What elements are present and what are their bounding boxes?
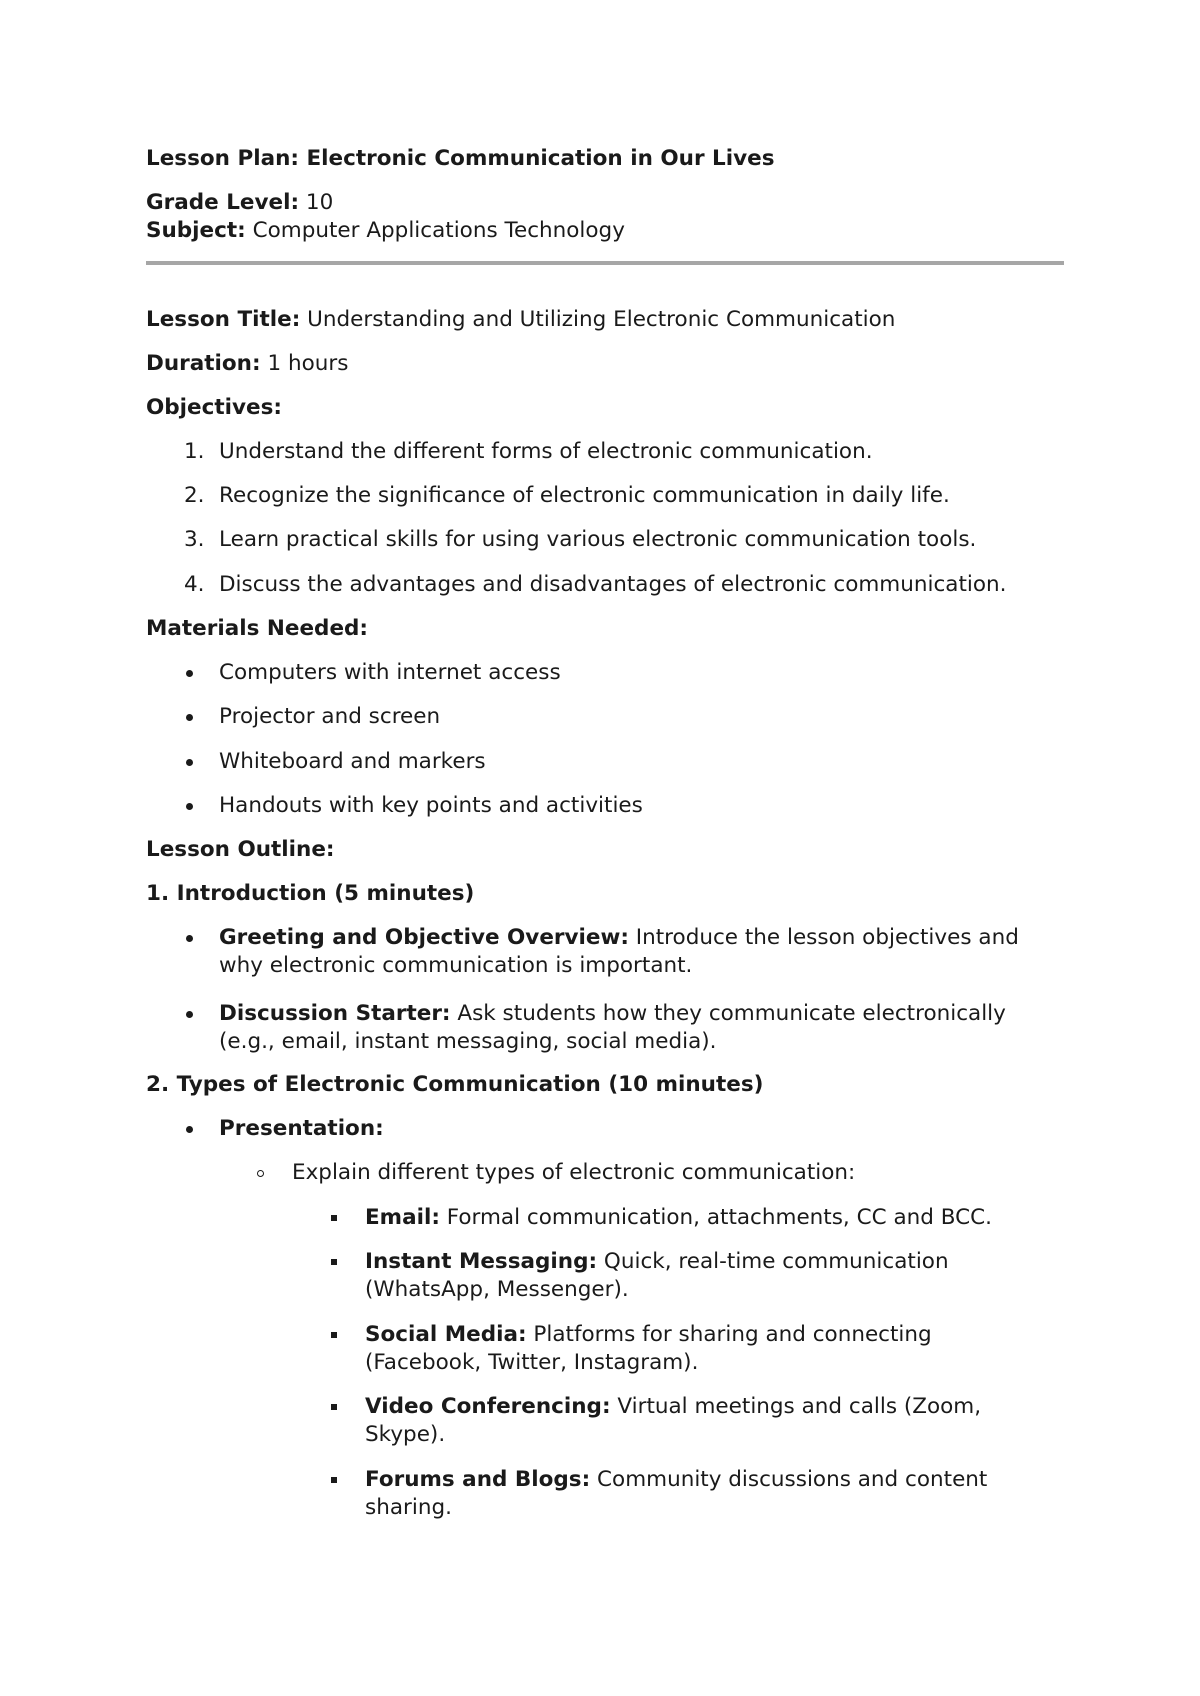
objective-number: 4. bbox=[184, 572, 205, 597]
intro-item-line bbox=[219, 924, 1019, 952]
bullet-icon bbox=[186, 1126, 193, 1133]
grade-level-value: 10 bbox=[305, 190, 334, 215]
duration-label: Duration: bbox=[146, 351, 261, 376]
bullet-icon bbox=[186, 714, 193, 721]
square-bullet-icon bbox=[331, 1259, 337, 1265]
type-item-line bbox=[365, 1321, 932, 1349]
type-item-text: Formal communication, attachments, CC and BCC. bbox=[439, 1205, 992, 1230]
square-bullet-icon bbox=[331, 1477, 337, 1483]
objective-item: Discuss the advantages and disadvantages of electronic communication. bbox=[219, 572, 1007, 597]
grade-level-label: Grade Level: bbox=[146, 190, 300, 215]
circle-bullet-icon bbox=[257, 1170, 264, 1177]
square-bullet-icon bbox=[331, 1332, 337, 1338]
type-item-continuation: Skype). bbox=[365, 1422, 446, 1447]
bullet-icon bbox=[186, 759, 193, 766]
type-item-line bbox=[365, 1466, 987, 1494]
intro-item-label: Discussion Starter: bbox=[219, 1001, 451, 1026]
intro-item-line bbox=[219, 1000, 1006, 1028]
type-item-text: Platforms for sharing and connecting bbox=[526, 1322, 932, 1347]
presentation-label: Presentation: bbox=[219, 1116, 384, 1141]
type-item-continuation: (WhatsApp, Messenger). bbox=[365, 1277, 629, 1302]
bullet-icon bbox=[186, 935, 193, 942]
objective-number: 2. bbox=[184, 483, 205, 508]
material-item: Computers with internet access bbox=[219, 660, 561, 685]
lesson-title-line bbox=[146, 306, 895, 334]
document-title: Lesson Plan: Electronic Communication in Our Lives bbox=[146, 146, 775, 171]
objective-item: Recognize the significance of electronic communication in daily life. bbox=[219, 483, 950, 508]
types-heading: 2. Types of Electronic Communication (10 minutes) bbox=[146, 1072, 764, 1097]
type-item-text: Virtual meetings and calls (Zoom, bbox=[610, 1394, 982, 1419]
type-item-continuation: sharing. bbox=[365, 1495, 452, 1520]
duration-line bbox=[146, 350, 348, 378]
explain-text: Explain different types of electronic communication: bbox=[292, 1160, 856, 1185]
material-item: Whiteboard and markers bbox=[219, 749, 486, 774]
type-item-line bbox=[365, 1393, 981, 1421]
type-item-label: Video Conferencing: bbox=[365, 1394, 611, 1419]
materials-heading: Materials Needed: bbox=[146, 616, 369, 641]
subject-value: Computer Applications Technology bbox=[252, 218, 625, 243]
type-item-line bbox=[365, 1204, 992, 1232]
objective-item: Learn practical skills for using various electronic communication tools. bbox=[219, 527, 977, 552]
objective-number: 3. bbox=[184, 527, 205, 552]
intro-item-text: Ask students how they communicate electronically bbox=[450, 1001, 1006, 1026]
outline-heading: Lesson Outline: bbox=[146, 837, 335, 862]
bullet-icon bbox=[186, 670, 193, 677]
objectives-heading: Objectives: bbox=[146, 395, 283, 420]
type-item-label: Instant Messaging: bbox=[365, 1249, 598, 1274]
type-item-text: Community discussions and content bbox=[590, 1467, 988, 1492]
intro-item-text: Introduce the lesson objectives and bbox=[628, 925, 1019, 950]
bullet-icon bbox=[186, 803, 193, 810]
objective-item: Understand the different forms of electronic communication. bbox=[219, 439, 873, 464]
intro-item-continuation: (e.g., email, instant messaging, social media). bbox=[219, 1029, 717, 1054]
duration-value: 1 hours bbox=[267, 351, 349, 376]
intro-item-continuation: why electronic communication is important. bbox=[219, 953, 693, 978]
horizontal-rule bbox=[146, 261, 1064, 265]
subject-line bbox=[146, 217, 625, 245]
type-item-continuation: (Facebook, Twitter, Instagram). bbox=[365, 1350, 699, 1375]
type-item-label: Email: bbox=[365, 1205, 440, 1230]
type-item-line bbox=[365, 1248, 949, 1276]
square-bullet-icon bbox=[331, 1404, 337, 1410]
objective-number: 1. bbox=[184, 439, 205, 464]
grade-level-line bbox=[146, 189, 333, 217]
lesson-title-label: Lesson Title: bbox=[146, 307, 301, 332]
type-item-text: Quick, real-time communication bbox=[597, 1249, 949, 1274]
lesson-title-value: Understanding and Utilizing Electronic Communication bbox=[307, 307, 896, 332]
square-bullet-icon bbox=[331, 1215, 337, 1221]
material-item: Handouts with key points and activities bbox=[219, 793, 643, 818]
subject-label: Subject: bbox=[146, 218, 246, 243]
intro-heading: 1. Introduction (5 minutes) bbox=[146, 881, 475, 906]
material-item: Projector and screen bbox=[219, 704, 441, 729]
type-item-label: Forums and Blogs: bbox=[365, 1467, 591, 1492]
type-item-label: Social Media: bbox=[365, 1322, 527, 1347]
bullet-icon bbox=[186, 1011, 193, 1018]
intro-item-label: Greeting and Objective Overview: bbox=[219, 925, 629, 950]
